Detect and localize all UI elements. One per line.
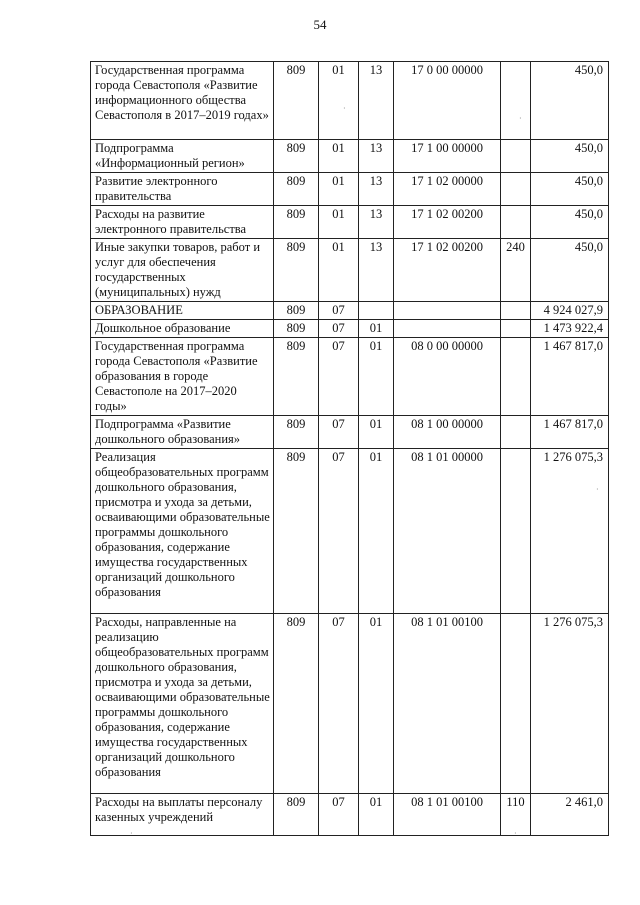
section-code: 01	[319, 173, 359, 206]
table-row	[91, 239, 609, 302]
table-row	[91, 62, 609, 140]
row-name: Подпрограмма «Развитие дошкольного образования»	[91, 416, 274, 449]
subsection-code: 01	[359, 320, 394, 338]
table-row	[91, 206, 609, 239]
table-row	[91, 302, 609, 320]
expense-type-code	[501, 140, 531, 173]
scan-speck: ·	[130, 829, 133, 838]
subsection-code: 13	[359, 239, 394, 302]
expense-type-code	[501, 320, 531, 338]
row-name: ОБРАЗОВАНИЕ	[91, 302, 274, 320]
subsection-code	[359, 302, 394, 320]
expense-type-code	[501, 173, 531, 206]
section-code: 07	[319, 416, 359, 449]
expense-type-code	[501, 62, 531, 140]
dept-code: 809	[274, 320, 319, 338]
table-row	[91, 614, 609, 794]
table-row	[91, 338, 609, 416]
article-code: 17 1 02 00000	[394, 173, 501, 206]
table-row	[91, 449, 609, 614]
section-code: 07	[319, 320, 359, 338]
expense-type-code	[501, 338, 531, 416]
section-code: 07	[319, 302, 359, 320]
subsection-code: 13	[359, 140, 394, 173]
dept-code: 809	[274, 338, 319, 416]
article-code: 17 1 02 00200	[394, 239, 501, 302]
article-code: 08 1 01 00100	[394, 794, 501, 836]
section-code: 07	[319, 614, 359, 794]
expense-type-code	[501, 302, 531, 320]
expense-type-code	[501, 449, 531, 614]
dept-code: 809	[274, 206, 319, 239]
expense-type-code: 240	[501, 239, 531, 302]
article-code: 08 0 00 00000	[394, 338, 501, 416]
section-code: 01	[319, 140, 359, 173]
row-name: Дошкольное образование	[91, 320, 274, 338]
row-name: Расходы на развитие электронного правительства	[91, 206, 274, 239]
dept-code: 809	[274, 173, 319, 206]
page-number: 54	[313, 17, 327, 32]
table-row	[91, 416, 609, 449]
dept-code: 809	[274, 302, 319, 320]
scan-speck: ·	[343, 104, 346, 113]
row-name: Государственная программа города Севастополя «Развитие информационного общества Севастополя в 2017–2019 годах»	[91, 62, 274, 140]
subsection-code: 13	[359, 62, 394, 140]
dept-code: 809	[274, 794, 319, 836]
amount: 2 461,0	[531, 794, 609, 836]
scan-speck: ·	[514, 829, 517, 838]
dept-code: 809	[274, 416, 319, 449]
table-row	[91, 173, 609, 206]
subsection-code: 13	[359, 173, 394, 206]
amount: 450,0	[531, 173, 609, 206]
amount: 450,0	[531, 206, 609, 239]
row-name: Развитие электронного правительства	[91, 173, 274, 206]
table-row	[91, 794, 609, 836]
subsection-code: 01	[359, 449, 394, 614]
section-code: 07	[319, 338, 359, 416]
article-code: 08 1 01 00000	[394, 449, 501, 614]
section-code: 01	[319, 239, 359, 302]
row-name: Реализация общеобразовательных программ дошкольного образования, присмотра и ухода за детьми, осваивающими образовательные программы дошкольного образования, содержание имущества государственных организаций дошкольного образования	[91, 449, 274, 614]
article-code: 08 1 01 00100	[394, 614, 501, 794]
row-name: Подпрограмма «Информационный регион»	[91, 140, 274, 173]
dept-code: 809	[274, 62, 319, 140]
expense-type-code	[501, 416, 531, 449]
budget-table	[90, 61, 609, 836]
amount: 1 473 922,4	[531, 320, 609, 338]
section-code: 01	[319, 206, 359, 239]
subsection-code: 01	[359, 416, 394, 449]
amount: 1 276 075,3	[531, 614, 609, 794]
dept-code: 809	[274, 140, 319, 173]
amount: 4 924 027,9	[531, 302, 609, 320]
row-name: Расходы, направленные на реализацию общеобразовательных программ дошкольного образования, присмотра и ухода за детьми, осваивающими образовательные программы дошкольного образования, содержание имущества государственных организаций дошкольного образования	[91, 614, 274, 794]
amount: 1 276 075,3	[531, 449, 609, 614]
expense-type-code	[501, 206, 531, 239]
dept-code: 809	[274, 449, 319, 614]
dept-code: 809	[274, 239, 319, 302]
row-name: Государственная программа города Севастополя «Развитие образования в городе Севастополе на 2017–2020 годы»	[91, 338, 274, 416]
amount: 450,0	[531, 239, 609, 302]
article-code: 17 0 00 00000	[394, 62, 501, 140]
amount: 450,0	[531, 140, 609, 173]
subsection-code: 01	[359, 794, 394, 836]
dept-code: 809	[274, 614, 319, 794]
table-row	[91, 320, 609, 338]
article-code	[394, 320, 501, 338]
table-row	[91, 140, 609, 173]
section-code: 01	[319, 62, 359, 140]
amount: 1 467 817,0	[531, 416, 609, 449]
article-code	[394, 302, 501, 320]
expense-type-code: 110	[501, 794, 531, 836]
article-code: 08 1 00 00000	[394, 416, 501, 449]
section-code: 07	[319, 794, 359, 836]
subsection-code: 13	[359, 206, 394, 239]
row-name: Расходы на выплаты персоналу казенных учреждений	[91, 794, 274, 836]
subsection-code: 01	[359, 338, 394, 416]
expense-type-code	[501, 614, 531, 794]
subsection-code: 01	[359, 614, 394, 794]
article-code: 17 1 02 00200	[394, 206, 501, 239]
article-code: 17 1 00 00000	[394, 140, 501, 173]
scan-speck: ·	[519, 114, 522, 123]
amount: 450,0	[531, 62, 609, 140]
scan-speck: ·	[596, 485, 599, 494]
section-code: 07	[319, 449, 359, 614]
row-name: Иные закупки товаров, работ и услуг для обеспечения государственных (муниципальных) нужд	[91, 239, 274, 302]
amount: 1 467 817,0	[531, 338, 609, 416]
